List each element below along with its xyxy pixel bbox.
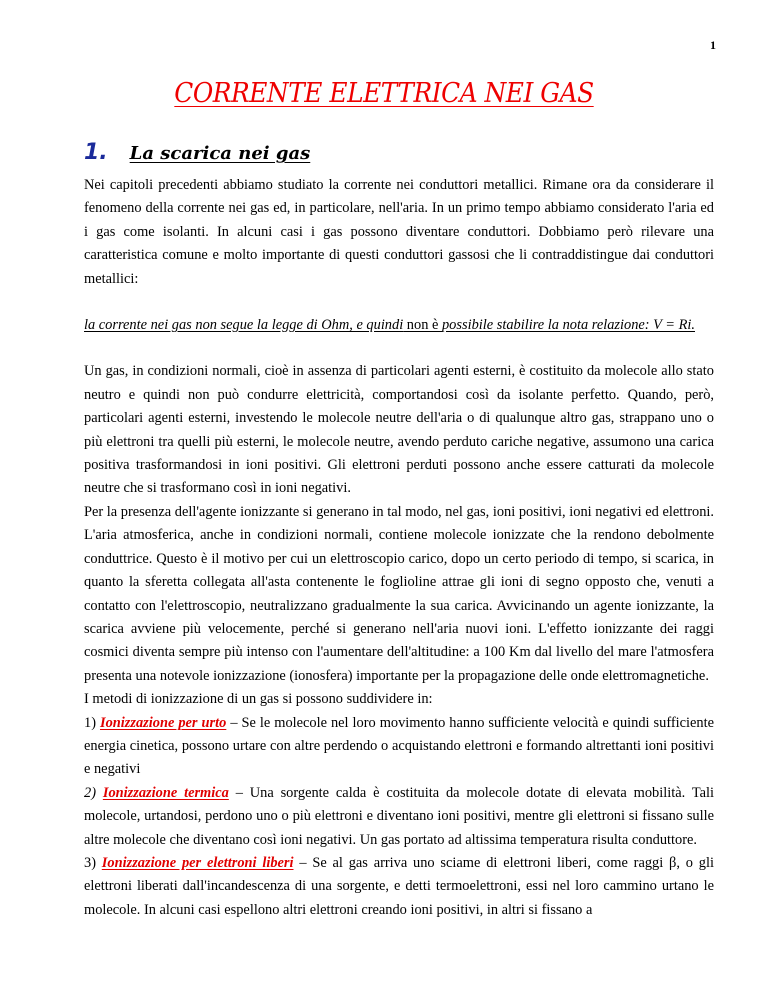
page-number: 1	[710, 38, 716, 52]
paragraph-methods-intro: I metodi di ionizzazione di un gas si possono suddividere in:	[84, 691, 433, 708]
method-item	[84, 712, 714, 782]
method-term: Ionizzazione per urto	[99, 714, 227, 731]
method-term: Ionizzazione termica	[102, 784, 229, 801]
page-title: CORRENTE ELETTRICA NEI GAS	[174, 78, 594, 109]
method-term: Ionizzazione per elettroni liberi	[101, 854, 294, 871]
paragraph-neutral-gas: Un gas, in condizioni normali, cioè in assenza di particolari agenti esterni, è costituito da molecole allo stato neutro e quindi non può condurre elettricità, comportandosi così da isolante perfetto. Quando, però, particolari agenti esterni, investendo le molecole neutre dell'aria o di qualunque altro gas, strappano uno o più elettroni tra quelli più esterni, le molecole neutre, avendo perduto cariche negative, assumono una carica positiva trasformandosi in ioni positivi. Gli elettroni perduti possono anche essere catturati da molecole neutre che si trasformano così in ioni negativi.	[84, 363, 714, 497]
method-prefix: 1)	[84, 714, 100, 731]
method-text: – Se al gas arriva uno sciame di elettroni liberi, come raggi β, o gli elettroni liberati dall'incandescenza di una sorgente, e detti termoelettroni, essi nel loro cammino urtano le molecole. In alcuni casi espellono altri elettroni creando ioni positivi, in altri si fissano a	[84, 854, 714, 918]
method-prefix: 3)	[84, 854, 102, 871]
paragraph-intro: Nei capitoli precedenti abbiamo studiato la corrente nei conduttori metallici. Rimane ora da considerare il fenomeno della corrente nei gas ed, in particolare, nell'aria. In un primo tempo abbiamo considerato l'aria ed i gas come isolanti. In alcuni casi i gas possono diventare conduttori. Dobbiamo però rilevare una caratteristica comune e molto importante di questi conduttori gassosi che li contraddistingue dai conduttori metallici:	[84, 177, 714, 287]
method-text: – Una sorgente calda è costituita da molecole dotate di elevata mobilità. Tali molecole, urtandosi, perdono uno o più elettroni e diventano ioni positivi, mentre gli elettroni si fissano sulle altre molecole che diventano così ioni negativi. Un gas portato ad altissima temperatura risulta conduttore.	[84, 784, 714, 848]
method-item	[84, 782, 714, 852]
ohm-law-plain: non è	[403, 317, 442, 334]
body-text	[84, 174, 714, 922]
section-number: 1.	[84, 140, 108, 165]
section-heading	[84, 140, 310, 165]
paragraph-ohm-law	[84, 314, 714, 337]
section-title: La scarica nei gas	[129, 143, 311, 164]
ohm-law-italic-1: la corrente nei gas non segue la legge di Ohm, e quindi	[84, 317, 404, 334]
paragraph-ionizing-agent: Per la presenza dell'agente ionizzante si generano in tal modo, nel gas, ioni positivi, ioni negativi ed elettroni. L'aria atmosferica, anche in condizioni normali, contiene molecole ionizzate che la rendono debolmente conduttrice. Questo è il motivo per cui un elettroscopio carico, dopo un certo periodo di tempo, si scarica, in quanto la sferetta collegata all'asta contenente le foglioline attrae gli ioni di segno opposto che, venuti a contatto con l'elettroscopio, neutralizzano gradualmente la sua carica. Avvicinando un agente ionizzante, la scarica avviene più velocemente, perché si generano nell'aria nuovi ioni. L'effetto ionizzante dei raggi cosmici diventa sempre più intenso con l'aumentare dell'altitudine: a 100 Km dal livello del mare l'atmosfera presenta una notevole ionizzazione (ionosfera) importante per la propagazione delle onde elettromagnetiche.	[84, 503, 714, 684]
method-prefix: 2)	[84, 784, 103, 801]
ohm-law-italic-2: possibile stabilire la nota relazione: V = Ri.	[441, 317, 695, 334]
method-text: – Se le molecole nel loro movimento hanno sufficiente velocità e quindi sufficiente energia cinetica, possono urtare con altre perdendo o acquistando elettroni e formando altrettanti ioni positivi e negativi	[84, 714, 715, 778]
method-item	[84, 852, 714, 922]
